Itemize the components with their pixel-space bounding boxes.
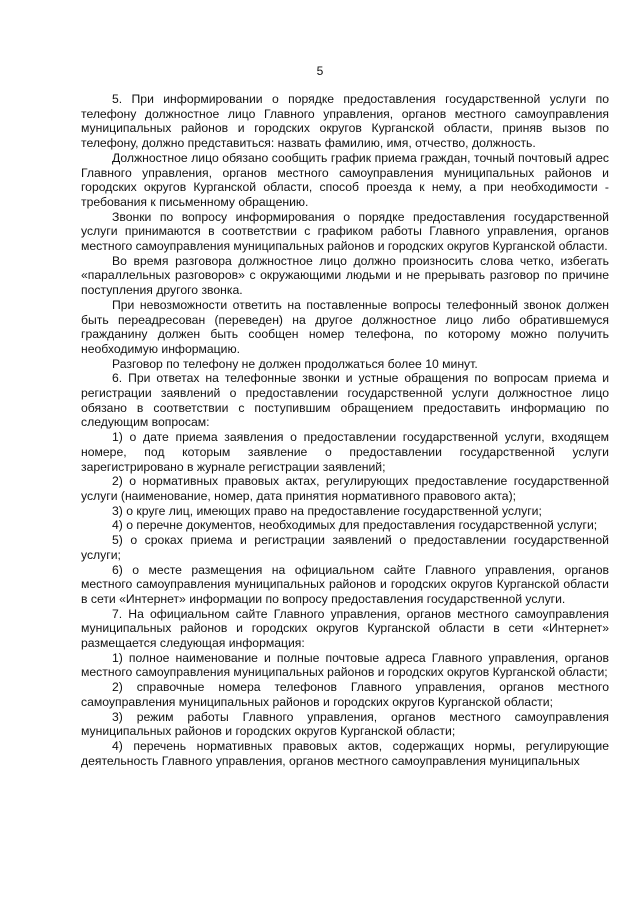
list-item: 3) режим работы Главного управления, органов местного самоуправления муниципальных районов и городских округов Курганской области;	[81, 709, 609, 739]
list-item: 5) о сроках приема и регистрации заявлений о предоставлении государственной услуги;	[81, 533, 609, 562]
list-item: 2) справочные номера телефонов Главного управления, органов местного самоуправления муниципальных районов и городских округов Курганской области;	[81, 680, 609, 709]
list-item: 1) полное наименование и полные почтовые адреса Главного управления, органов местного самоуправления муниципальных районов и городских округов Курганской области;	[81, 650, 609, 680]
list-item: 3) о круге лиц, имеющих право на предоставление государственной услуги;	[112, 503, 542, 518]
paragraph: Должностное лицо обязано сообщить график приема граждан, точный почтовый адрес Главного управления, органов местного самоуправления муниципальных районов и городских округов Курганской области, способ проезда к нему, а при необходимости - требования к письменному обращению.	[81, 150, 609, 209]
list-item: 4) перечень нормативных правовых актов, содержащих нормы, регулирующие деятельность Главного управления, органов местного самоуправления муниципальных	[81, 738, 609, 768]
document-body	[81, 92, 609, 768]
list-item: 4) о перечне документов, необходимых для предоставления государственной услуги;	[112, 518, 598, 533]
page-number: 5	[316, 64, 324, 78]
paragraph: Разговор по телефону не должен продолжаться более 10 минут.	[112, 356, 478, 371]
paragraph: 6. При ответах на телефонные звонки и устные обращения по вопросам приема и регистрации заявлений о предоставлении государственной услуги должностное лицо обязано в соответствии с поступившим обращением предоставить информацию по следующим вопросам:	[81, 371, 609, 430]
paragraph: При невозможности ответить на поставленные вопросы телефонный звонок должен быть переадресован (переведен) на другое должностное лицо либо обратившемуся гражданину должен быть сообщен номер телефона, по которому можно получить необходимую информацию.	[81, 297, 609, 356]
paragraph: 7. На официальном сайте Главного управления, органов местного самоуправления муниципальных районов и городских округов Курганской области в сети «Интернет» размещается следующая информация:	[81, 606, 609, 651]
paragraph: Звонки по вопросу информирования о порядке предоставления государственной услуги принимаются в соответствии с графиком работы Главного управления, органов местного самоуправления муниципальных районов и городских округов Курганской области.	[81, 209, 609, 254]
list-item: 6) о месте размещения на официальном сайте Главного управления, органов местного самоуправления муниципальных районов и городских округов Курганской области в сети «Интернет» информации по вопросу предоставления государственной услуги.	[81, 562, 609, 606]
paragraph: Во время разговора должностное лицо должно произносить слова четко, избегать «параллельных разговоров» с окружающими людьми и не прерывать разговор по причине поступления другого звонка.	[81, 253, 609, 298]
paragraph: 5. При информировании о порядке предоставления государственной услуги по телефону должностное лицо Главного управления, органов местного самоуправления муниципальных районов и городских округов Курганской области, приняв вызов по телефону, должно представиться: назвать фамилию, имя, отчество, должность.	[81, 92, 609, 151]
list-item: 1) о дате приема заявления о предоставлении государственной услуги, входящем номере, под которым заявление о предоставлении государственной услуги зарегистрировано в журнале регистрации заявлений;	[81, 430, 609, 474]
list-item: 2) о нормативных правовых актах, регулирующих предоставление государственной услуги (наименование, номер, дата принятия нормативного правового акта);	[81, 474, 609, 503]
